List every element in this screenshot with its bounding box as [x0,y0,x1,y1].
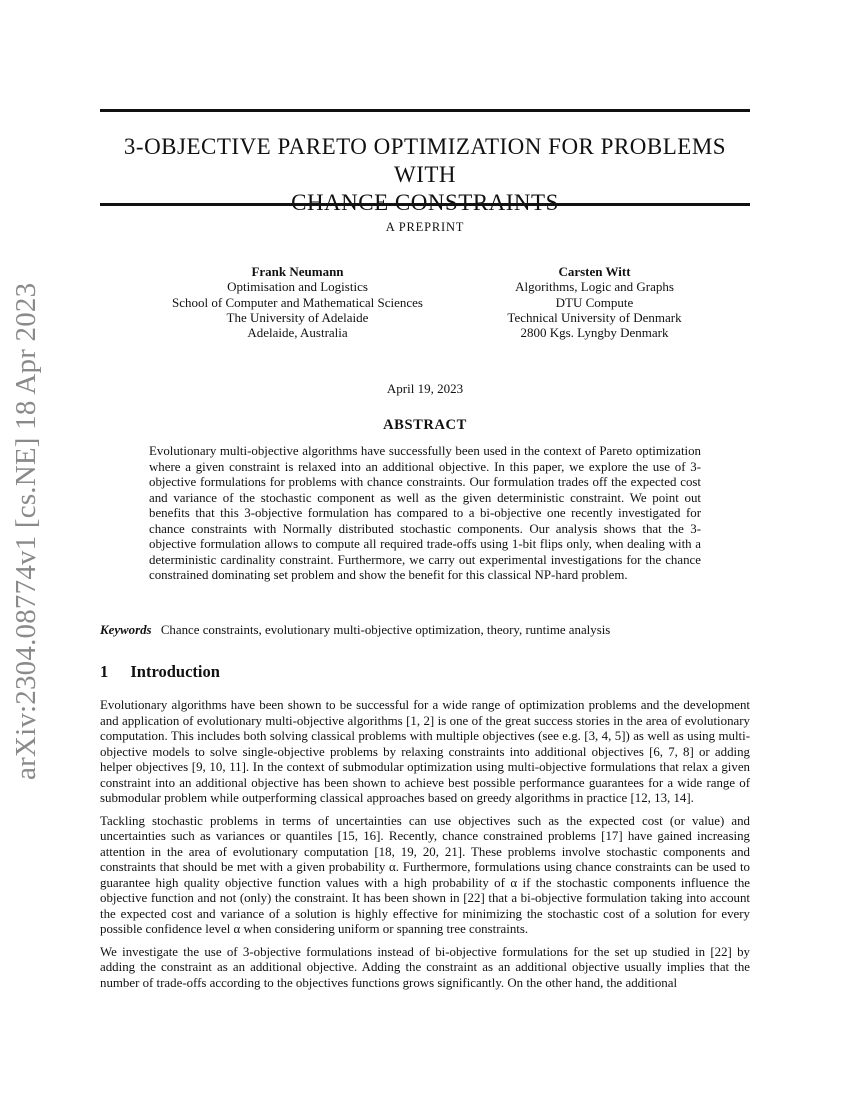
author-affiliation: Adelaide, Australia [247,325,348,341]
introduction-body [100,698,750,998]
author-name: Carsten Witt [558,264,631,279]
paper-title-line1: 3-OBJECTIVE PARETO OPTIMIZATION FOR PROBLEMS WITH [123,134,727,187]
paragraph: Tackling stochastic problems in terms of uncertainties can use objectives such as the expected cost (or value) and uncertainties such as variances or quantiles [15, 16]. Recently, chance constrained problems [17] have gained increasing attention in the area of evolutionary computation [18, 19, 20, 21]. These problems involve stochastic components and constraints that should be met with a given probability α. Furthermore, formulations using chance constraints can be used to guarantee high quality objective function values with a high probability of α if the stochastic components influence the objective function and not (only) the constraint. It has been shown in [22] that a bi-objective formulation taking into account the expected cost and variance of a solution is highly effective for minimizing the stochastic cost of a solution for every possible confidence level α when considering uniform or spanning tree constraints. [100,813,750,936]
keywords-label: Keywords [100,623,152,637]
author-block-neumann [150,264,445,340]
abstract-heading: ABSTRACT [383,417,467,433]
author-affiliation: School of Computer and Mathematical Sciences [172,294,423,310]
section-title: Introduction [130,662,220,681]
author-block-witt [487,264,702,340]
title-rule-top [100,109,750,112]
title-rule-bottom [100,203,750,206]
paragraph: Evolutionary algorithms have been shown to be successful for a wide range of optimization problems and the development and application of evolutionary multi-objective algorithms [1, 2] is one of the great success stories in the area of evolutionary computation. This includes both solving classical problems with multiple objectives (see e.g. [3, 4, 5]) as well as using multi-objective models to solve single-objective problems by relaxing constraints into additional objectives [6, 7, 8] or adding helper objectives [9, 10, 11]. In the context of submodular optimization using multi-objective formulations that relax a given constraint into an additional objective has been shown to achieve best possible performance guarantees for a wide range of submodular problem while outperforming classical approaches based on greedy algorithms in practice [12, 13, 14]. [100,698,750,805]
paragraph: We investigate the use of 3-objective formulations instead of bi-objective formulations for the set up studied in [22] by adding the constraint as an additional objective. Adding the constraint as an additional objective usually implies that the number of trade-offs according to the objectives functions grows significantly. On the other hand, the additional [100,944,750,990]
author-name: Frank Neumann [251,264,344,279]
abstract-text: Evolutionary multi-objective algorithms have successfully been used in the context of Pareto optimization where a given constraint is relaxed into an additional objective. In this paper, we explore the use of 3-objective formulations for problems with chance constraints. Our formulation trades off the expected cost and variance of the stochastic component as well as the given deterministic constraint. We point out benefits that this 3-objective formulation has compared to a bi-objective one recently investigated for chance constraints with Normally distributed stochastic components. Our analysis shows that the 3-objective formulation allows to compute all required trade-offs using 1-bit flips only, when dealing with a deterministic cardinality constraint. Furthermore, we carry out experimental investigations for the chance constrained dominating set problem and show the benefit for this classical NP-hard problem. [149,444,701,582]
publication-date: April 19, 2023 [386,381,464,396]
author-affiliation: The University of Adelaide [226,309,369,325]
keywords-line [100,623,750,638]
keywords-text: Chance constraints, evolutionary multi-objective optimization, theory, runtime analysis [160,623,611,637]
arxiv-identifier: arXiv:2304.08774v1 [cs.NE] 18 Apr 2023 [10,282,42,780]
author-affiliation: Technical University of Denmark [507,309,682,325]
author-affiliation: Algorithms, Logic and Graphs [515,279,674,295]
section-number: 1 [100,662,109,681]
section-heading-introduction [100,662,220,682]
author-affiliation: Optimisation and Logistics [227,279,368,295]
author-affiliation: DTU Compute [555,294,634,310]
preprint-label: A PREPRINT [385,220,465,234]
author-affiliation: 2800 Kgs. Lyngby Denmark [520,325,669,341]
